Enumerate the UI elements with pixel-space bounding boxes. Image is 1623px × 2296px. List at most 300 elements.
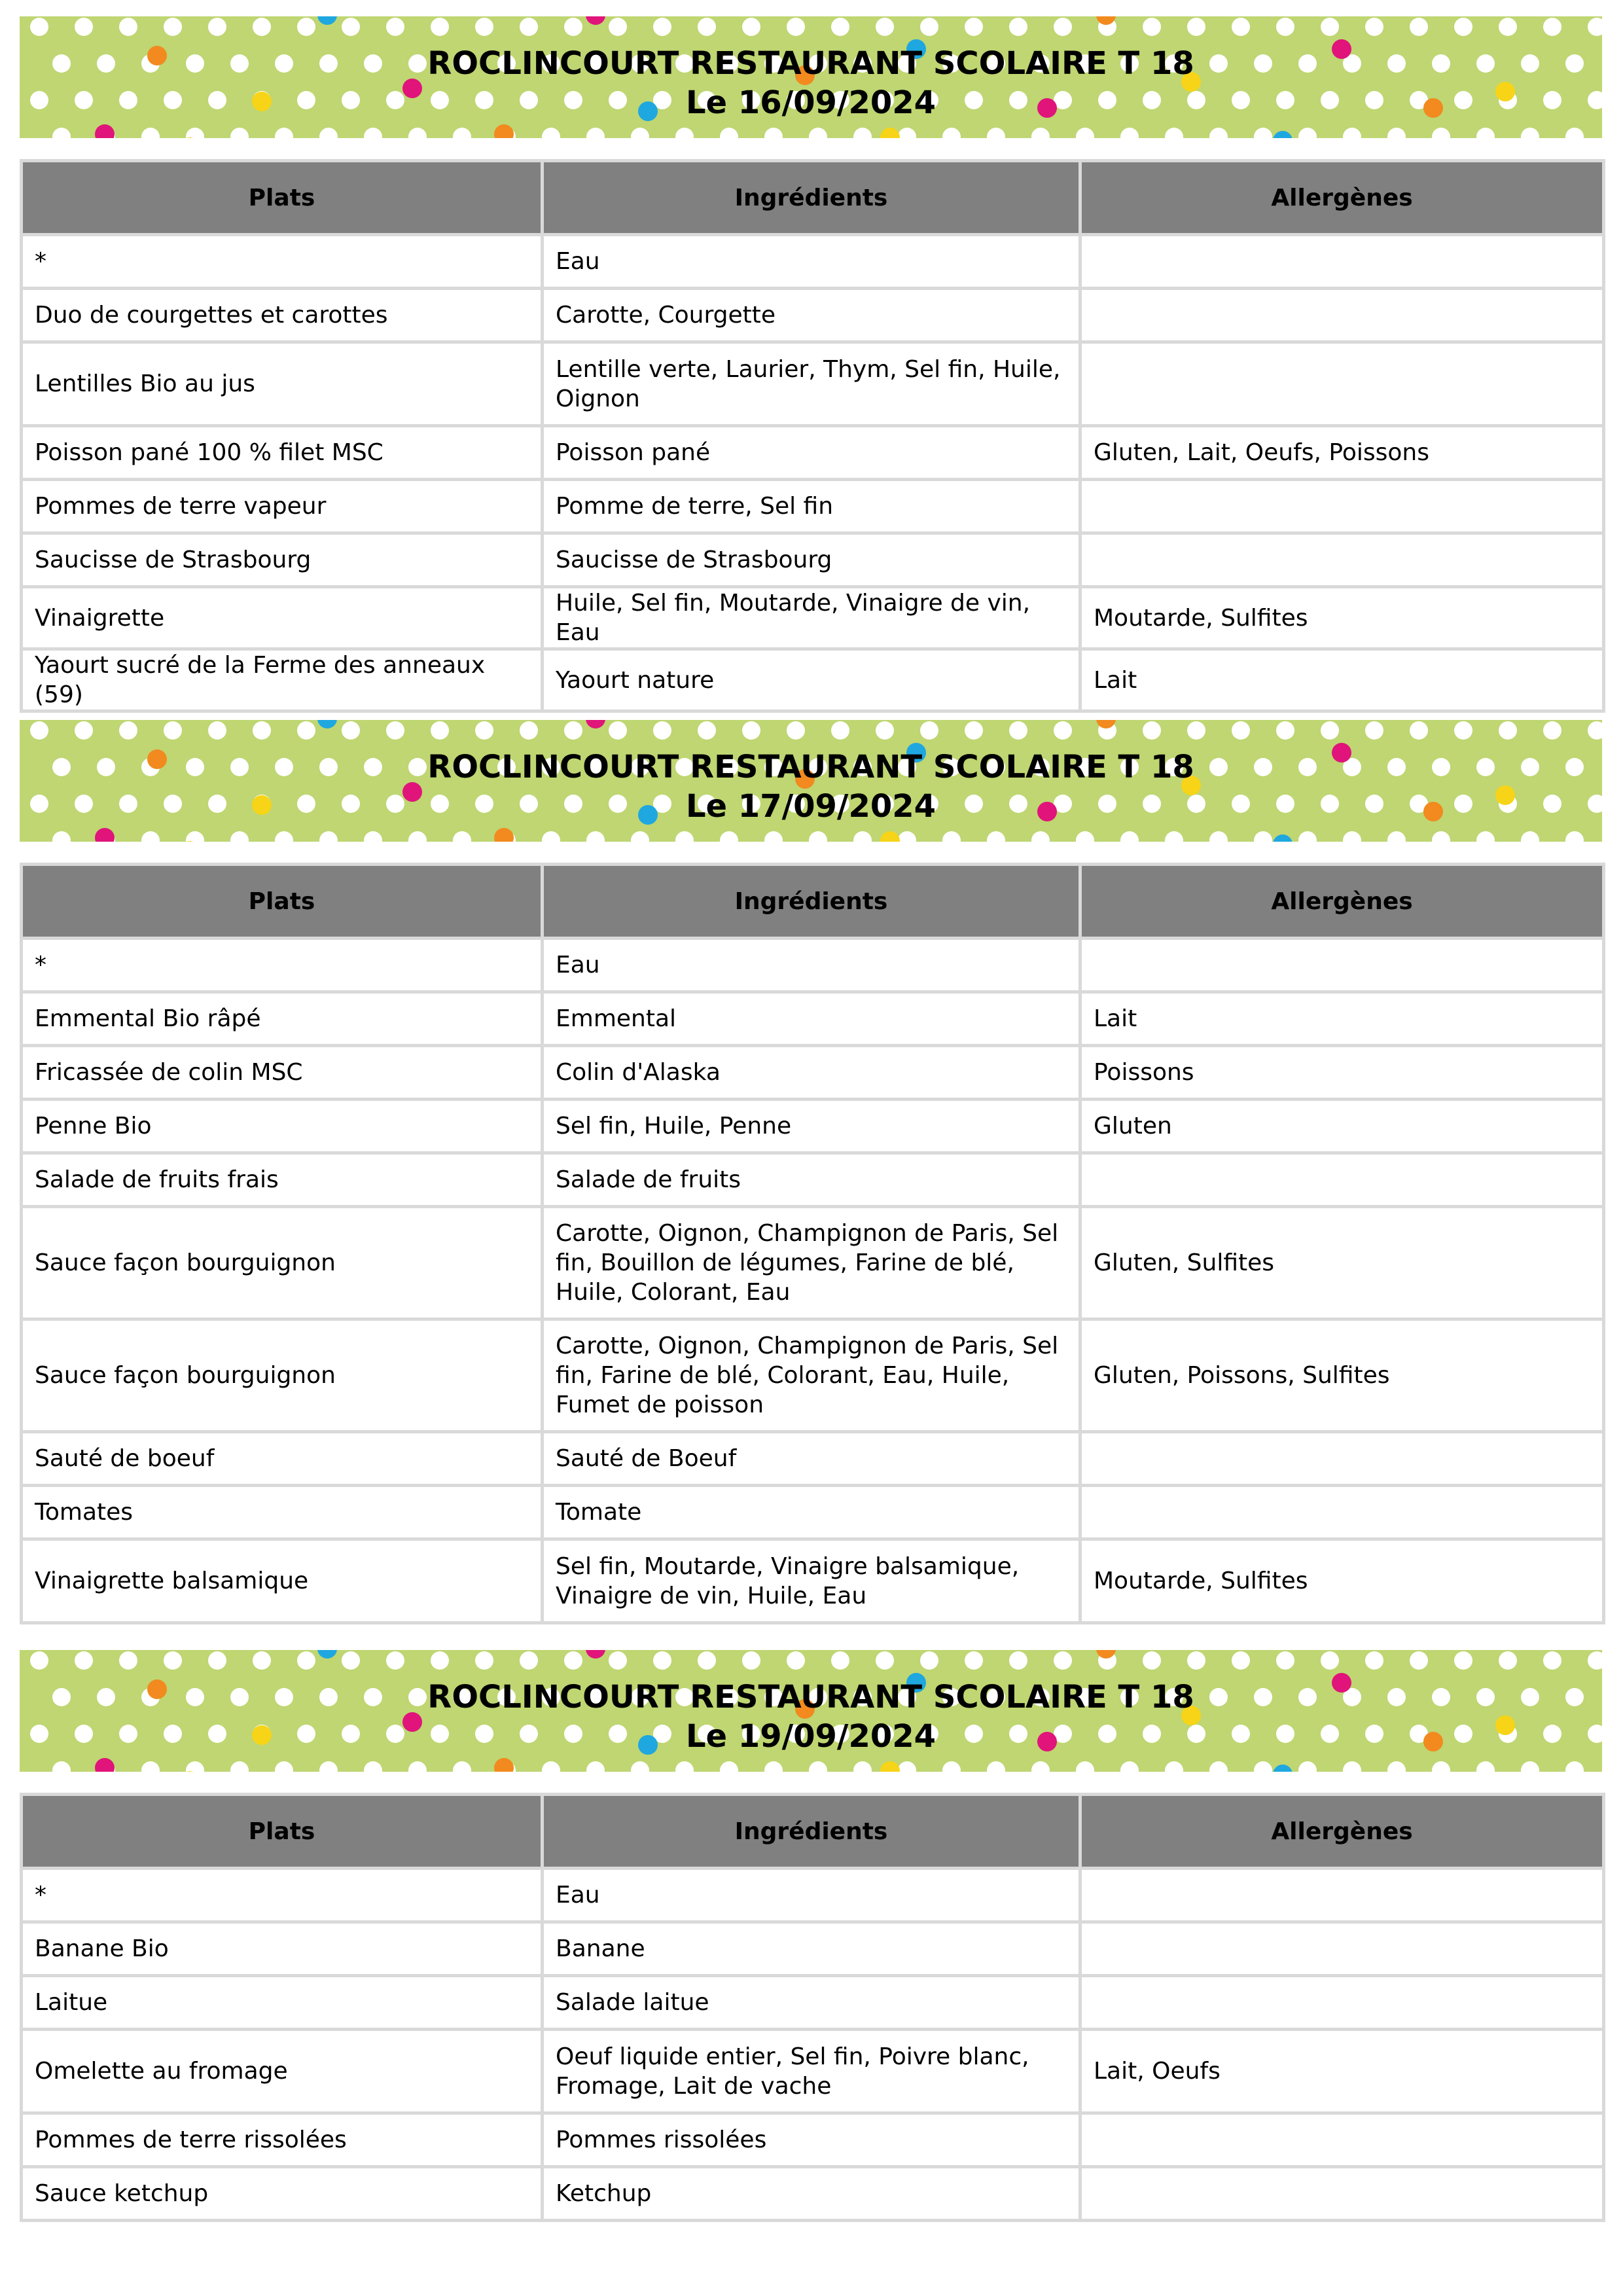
polka-dot [164, 721, 182, 740]
menu-table [20, 159, 1605, 713]
polka-dot-accent [494, 124, 514, 138]
polka-dot [1298, 1761, 1317, 1772]
polka-dot [1054, 1651, 1072, 1670]
polka-dot [653, 1651, 671, 1670]
column-header-ingredients: Ingrédients [543, 1795, 1080, 1869]
polka-dot [586, 1761, 605, 1772]
polka-dot [164, 1651, 182, 1670]
polka-dot [942, 831, 961, 842]
polka-dot [1187, 721, 1205, 740]
polka-dot [52, 128, 71, 138]
polka-dot [1165, 128, 1183, 138]
polka-dot [297, 18, 315, 36]
polka-dot [653, 18, 671, 36]
polka-dot [1009, 721, 1027, 740]
polka-dot [1187, 18, 1205, 36]
polka-dot [1343, 1761, 1361, 1772]
polka-dot [408, 831, 427, 842]
polka-dot [319, 831, 338, 842]
polka-dot [1521, 128, 1539, 138]
polka-dot [542, 128, 560, 138]
plat-cell: Pommes de terre rissolées [22, 2113, 543, 2167]
ingredients-cell: Pomme de terre, Sel fin [543, 480, 1080, 533]
plat-cell: Fricassée de colin MSC [22, 1046, 543, 1100]
polka-dot [1076, 128, 1094, 138]
polka-dot [75, 721, 93, 740]
plat-cell: Salade de fruits frais [22, 1153, 543, 1207]
polka-dot-accent [586, 16, 605, 25]
restaurant-title: ROCLINCOURT RESTAURANT SCOLAIRE T 18 [427, 1679, 1194, 1715]
polka-dot [876, 721, 894, 740]
polka-dot [364, 831, 382, 842]
menu-table [20, 1793, 1605, 2222]
polka-dot [1031, 128, 1050, 138]
polka-dot [564, 18, 582, 36]
polka-dot [408, 128, 427, 138]
polka-dot [275, 128, 293, 138]
menu-date: Le 17/09/2024 [685, 788, 936, 825]
polka-dot [1209, 128, 1228, 138]
ingredients-cell: Salade de fruits [543, 1153, 1080, 1207]
column-header-allergenes: Allergènes [1080, 161, 1604, 235]
ingredients-cell: Yaourt nature [543, 649, 1080, 711]
allergenes-cell [1080, 1922, 1604, 1976]
polka-dot-accent [95, 828, 115, 842]
allergenes-cell [1080, 1869, 1604, 1922]
polka-dot [475, 1651, 493, 1670]
plat-cell: * [22, 1869, 543, 1922]
polka-dot [1565, 1761, 1584, 1772]
column-header-plats: Plats [22, 865, 543, 939]
polka-dot [186, 128, 204, 138]
polka-dot [386, 1651, 404, 1670]
polka-dot [364, 128, 382, 138]
polka-dot-accent [95, 1758, 115, 1772]
polka-dot [141, 1761, 160, 1772]
polka-dot [119, 18, 137, 36]
table-row [22, 289, 1604, 342]
polka-dot [1232, 18, 1250, 36]
polka-dot [675, 1761, 694, 1772]
polka-dot [1499, 1651, 1517, 1670]
polka-dot [831, 721, 849, 740]
polka-dot [698, 18, 716, 36]
polka-dot [1054, 18, 1072, 36]
plat-cell: Banane Bio [22, 1922, 543, 1976]
polka-dot [564, 721, 582, 740]
polka-dot [564, 1651, 582, 1670]
allergenes-cell [1080, 1432, 1604, 1486]
polka-dot [1499, 18, 1517, 36]
polka-dot [52, 1761, 71, 1772]
ingredients-cell: Pommes rissolées [543, 2113, 1080, 2167]
polka-dot [1254, 1761, 1272, 1772]
polka-dot [1232, 1651, 1250, 1670]
polka-dot [230, 1761, 249, 1772]
plat-cell: Vinaigrette balsamique [22, 1539, 543, 1623]
polka-dot [520, 18, 538, 36]
polka-dot [675, 128, 694, 138]
allergenes-cell: Lait, Oeufs [1080, 2030, 1604, 2113]
polka-dot [1009, 18, 1027, 36]
polka-dot [1565, 831, 1584, 842]
plat-cell: Sauté de boeuf [22, 1432, 543, 1486]
allergenes-cell [1080, 533, 1604, 587]
polka-dot [208, 721, 226, 740]
ingredients-cell: Carotte, Oignon, Champignon de Paris, Sel fin, Bouillon de légumes, Farine de blé, Huile, Colorant, Eau [543, 1207, 1080, 1319]
polka-dot [1343, 831, 1361, 842]
polka-dot [1543, 18, 1561, 36]
polka-dot [586, 128, 605, 138]
allergenes-cell: Lait [1080, 992, 1604, 1046]
polka-dot [1499, 721, 1517, 740]
polka-dot [1365, 18, 1383, 36]
polka-dot [275, 831, 293, 842]
polka-dot [920, 18, 938, 36]
polka-dot [1432, 128, 1450, 138]
polka-dot [1054, 721, 1072, 740]
menu-table [20, 863, 1605, 1624]
ingredients-cell: Emmental [543, 992, 1080, 1046]
table-row [22, 1922, 1604, 1976]
polka-dot-accent [494, 1758, 514, 1772]
polka-dot [631, 831, 649, 842]
polka-dot [853, 831, 872, 842]
ingredients-cell: Colin d'Alaska [543, 1046, 1080, 1100]
polka-dot [1432, 1761, 1450, 1772]
ingredients-cell: Sel fin, Huile, Penne [543, 1100, 1080, 1153]
dotted-banner [20, 16, 1602, 138]
polka-dot [1031, 831, 1050, 842]
dotted-banner [20, 1650, 1602, 1772]
polka-dot [1076, 831, 1094, 842]
polka-dot [319, 1761, 338, 1772]
allergenes-cell: Gluten, Sulfites [1080, 1207, 1604, 1319]
polka-dot [1454, 721, 1472, 740]
polka-dot [631, 1761, 649, 1772]
polka-dot [1254, 128, 1272, 138]
polka-dot-accent [586, 1650, 605, 1659]
menu-date: Le 16/09/2024 [685, 84, 936, 121]
table-row [22, 480, 1604, 533]
allergenes-cell [1080, 2167, 1604, 2221]
allergenes-cell [1080, 289, 1604, 342]
plat-cell: Duo de courgettes et carottes [22, 289, 543, 342]
allergenes-cell [1080, 480, 1604, 533]
plat-cell: Sauce ketchup [22, 2167, 543, 2221]
column-header-allergenes: Allergènes [1080, 1795, 1604, 1869]
allergenes-cell: Lait [1080, 649, 1604, 711]
polka-dot [1343, 128, 1361, 138]
polka-dot [1565, 128, 1584, 138]
polka-dot [742, 18, 760, 36]
table-row [22, 533, 1604, 587]
polka-dot-accent [1273, 131, 1293, 138]
polka-dot [386, 721, 404, 740]
polka-dot [876, 1651, 894, 1670]
polka-dot-accent [317, 720, 337, 728]
plat-cell: Yaourt sucré de la Ferme des anneaux (59) [22, 649, 543, 711]
ingredients-cell: Eau [543, 1869, 1080, 1922]
polka-dot [1476, 1761, 1495, 1772]
column-header-allergenes: Allergènes [1080, 865, 1604, 939]
polka-dot [787, 721, 805, 740]
polka-dot [764, 1761, 783, 1772]
polka-dot [431, 721, 449, 740]
ingredients-cell: Carotte, Courgette [543, 289, 1080, 342]
polka-dot [831, 1651, 849, 1670]
polka-dot [453, 831, 471, 842]
polka-dot-accent [1273, 1765, 1293, 1772]
polka-dot [1009, 1651, 1027, 1670]
polka-dot-accent [880, 831, 900, 842]
polka-dot [853, 1761, 872, 1772]
polka-dot [1365, 1651, 1383, 1670]
polka-dot [965, 1651, 983, 1670]
polka-dot [1031, 1761, 1050, 1772]
polka-dot [520, 721, 538, 740]
table-row [22, 992, 1604, 1046]
polka-dot [275, 1761, 293, 1772]
table-row [22, 1976, 1604, 2030]
polka-dot-accent [95, 124, 115, 138]
polka-dot [75, 1651, 93, 1670]
polka-dot [609, 1651, 627, 1670]
polka-dot [453, 128, 471, 138]
polka-dot [1209, 1761, 1228, 1772]
polka-dot [119, 721, 137, 740]
plat-cell: Pommes de terre vapeur [22, 480, 543, 533]
polka-dot [141, 831, 160, 842]
polka-dot [1387, 128, 1406, 138]
column-header-plats: Plats [22, 1795, 543, 1869]
polka-dot [942, 1761, 961, 1772]
polka-dot [431, 18, 449, 36]
polka-dot [1143, 721, 1161, 740]
polka-dot [1165, 1761, 1183, 1772]
polka-dot [1143, 18, 1161, 36]
ingredients-cell: Oeuf liquide entier, Sel fin, Poivre blanc, Fromage, Lait de vache [543, 2030, 1080, 2113]
polka-dot [1588, 721, 1602, 740]
table-row [22, 426, 1604, 480]
polka-dot [1387, 831, 1406, 842]
polka-dot [987, 1761, 1005, 1772]
ingredients-cell: Eau [543, 235, 1080, 289]
polka-dot [675, 831, 694, 842]
polka-dot [742, 721, 760, 740]
table-header-row [22, 865, 1604, 939]
menu-date: Le 19/09/2024 [685, 1718, 936, 1755]
polka-dot [1410, 1651, 1428, 1670]
plat-cell: Omelette au fromage [22, 2030, 543, 2113]
column-header-ingredients: Ingrédients [543, 161, 1080, 235]
ingredients-cell: Sauté de Boeuf [543, 1432, 1080, 1486]
polka-dot-accent [586, 720, 605, 728]
polka-dot [920, 1651, 938, 1670]
plat-cell: Penne Bio [22, 1100, 543, 1153]
polka-dot [1298, 128, 1317, 138]
allergenes-cell: Gluten, Poissons, Sulfites [1080, 1319, 1604, 1432]
polka-dot [30, 721, 48, 740]
allergenes-cell [1080, 939, 1604, 992]
polka-dot [631, 128, 649, 138]
table-row [22, 2167, 1604, 2221]
polka-dot-accent [880, 1761, 900, 1772]
polka-dot [386, 18, 404, 36]
table-row [22, 1319, 1604, 1432]
polka-dot [1387, 1761, 1406, 1772]
plat-cell: Sauce façon bourguignon [22, 1319, 543, 1432]
polka-dot [1165, 831, 1183, 842]
allergenes-cell: Poissons [1080, 1046, 1604, 1100]
day-section-2 [20, 720, 1602, 1609]
allergenes-cell [1080, 2113, 1604, 2167]
polka-dot [898, 1761, 916, 1772]
polka-dot [809, 128, 827, 138]
plat-cell: Saucisse de Strasbourg [22, 533, 543, 587]
restaurant-title: ROCLINCOURT RESTAURANT SCOLAIRE T 18 [427, 749, 1194, 785]
polka-dot [297, 721, 315, 740]
polka-dot-accent [317, 16, 337, 25]
polka-dot [364, 1761, 382, 1772]
polka-dot [1365, 721, 1383, 740]
column-header-plats: Plats [22, 161, 543, 235]
ingredients-cell: Carotte, Oignon, Champignon de Paris, Sel fin, Farine de blé, Colorant, Eau, Huile, Fumet de poisson [543, 1319, 1080, 1432]
polka-dot [30, 18, 48, 36]
table-row [22, 1100, 1604, 1153]
polka-dot [987, 831, 1005, 842]
polka-dot [1232, 721, 1250, 740]
polka-dot [1321, 1651, 1339, 1670]
polka-dot [1321, 721, 1339, 740]
polka-dot [1588, 18, 1602, 36]
polka-dot [653, 721, 671, 740]
polka-dot [1187, 1651, 1205, 1670]
polka-dot [542, 1761, 560, 1772]
allergenes-cell: Moutarde, Sulfites [1080, 1539, 1604, 1623]
polka-dot [1298, 831, 1317, 842]
polka-dot [1454, 18, 1472, 36]
plat-cell: Laitue [22, 1976, 543, 2030]
polka-dot [75, 18, 93, 36]
polka-dot [30, 1651, 48, 1670]
table-row [22, 587, 1604, 649]
plat-cell: Sauce façon bourguignon [22, 1207, 543, 1319]
ingredients-cell: Sel fin, Moutarde, Vinaigre balsamique, Vinaigre de vin, Huile, Eau [543, 1539, 1080, 1623]
polka-dot [1120, 831, 1139, 842]
polka-dot [119, 1651, 137, 1670]
polka-dot [253, 1651, 271, 1670]
polka-dot [230, 128, 249, 138]
ingredients-cell: Ketchup [543, 2167, 1080, 2221]
polka-dot [720, 831, 738, 842]
polka-dot [965, 18, 983, 36]
polka-dot [742, 1651, 760, 1670]
polka-dot [809, 1761, 827, 1772]
table-row [22, 1432, 1604, 1486]
plat-cell: * [22, 939, 543, 992]
polka-dot [342, 721, 360, 740]
allergenes-cell: Moutarde, Sulfites [1080, 587, 1604, 649]
table-row [22, 1486, 1604, 1539]
polka-dot-accent [494, 828, 514, 842]
polka-dot [609, 721, 627, 740]
polka-dot [542, 831, 560, 842]
polka-dot [1143, 1651, 1161, 1670]
allergenes-cell [1080, 1153, 1604, 1207]
polka-dot [164, 18, 182, 36]
table-row [22, 649, 1604, 711]
table-row [22, 342, 1604, 426]
polka-dot [1454, 1651, 1472, 1670]
polka-dot [987, 128, 1005, 138]
polka-dot [1254, 831, 1272, 842]
polka-dot [1120, 128, 1139, 138]
allergenes-cell [1080, 235, 1604, 289]
polka-dot [898, 831, 916, 842]
polka-dot [186, 831, 204, 842]
ingredients-cell: Huile, Sel fin, Moutarde, Vinaigre de vin, Eau [543, 587, 1080, 649]
polka-dot [1276, 18, 1294, 36]
polka-dot [408, 1761, 427, 1772]
polka-dot [1076, 1761, 1094, 1772]
restaurant-title: ROCLINCOURT RESTAURANT SCOLAIRE T 18 [427, 45, 1194, 82]
polka-dot [720, 128, 738, 138]
banner-heading [20, 44, 1602, 122]
polka-dot [453, 1761, 471, 1772]
table-row [22, 1046, 1604, 1100]
polka-dot [586, 831, 605, 842]
polka-dot [230, 831, 249, 842]
polka-dot [208, 18, 226, 36]
allergenes-cell: Gluten [1080, 1100, 1604, 1153]
polka-dot [475, 721, 493, 740]
polka-dot [720, 1761, 738, 1772]
polka-dot [1543, 1651, 1561, 1670]
polka-dot [342, 1651, 360, 1670]
polka-dot [208, 1651, 226, 1670]
column-header-ingredients: Ingrédients [543, 865, 1080, 939]
polka-dot [297, 1651, 315, 1670]
polka-dot [1432, 831, 1450, 842]
ingredients-cell: Poisson pané [543, 426, 1080, 480]
ingredients-cell: Lentille verte, Laurier, Thym, Sel fin, Huile, Oignon [543, 342, 1080, 426]
polka-dot [787, 1651, 805, 1670]
plat-cell: Poisson pané 100 % filet MSC [22, 426, 543, 480]
polka-dot [253, 18, 271, 36]
polka-dot [764, 128, 783, 138]
table-header-row [22, 161, 1604, 235]
polka-dot [1410, 721, 1428, 740]
polka-dot [141, 128, 160, 138]
polka-dot [1276, 1651, 1294, 1670]
table-row [22, 939, 1604, 992]
allergenes-cell: Gluten, Lait, Oeufs, Poissons [1080, 426, 1604, 480]
polka-dot [1588, 1651, 1602, 1670]
polka-dot [1321, 18, 1339, 36]
polka-dot [787, 18, 805, 36]
table-row [22, 2113, 1604, 2167]
polka-dot [431, 1651, 449, 1670]
table-header-row [22, 1795, 1604, 1869]
polka-dot [1521, 1761, 1539, 1772]
table-row [22, 1869, 1604, 1922]
plat-cell: Tomates [22, 1486, 543, 1539]
polka-dot [1543, 721, 1561, 740]
table-row [22, 1207, 1604, 1319]
polka-dot [898, 128, 916, 138]
ingredients-cell: Banane [543, 1922, 1080, 1976]
